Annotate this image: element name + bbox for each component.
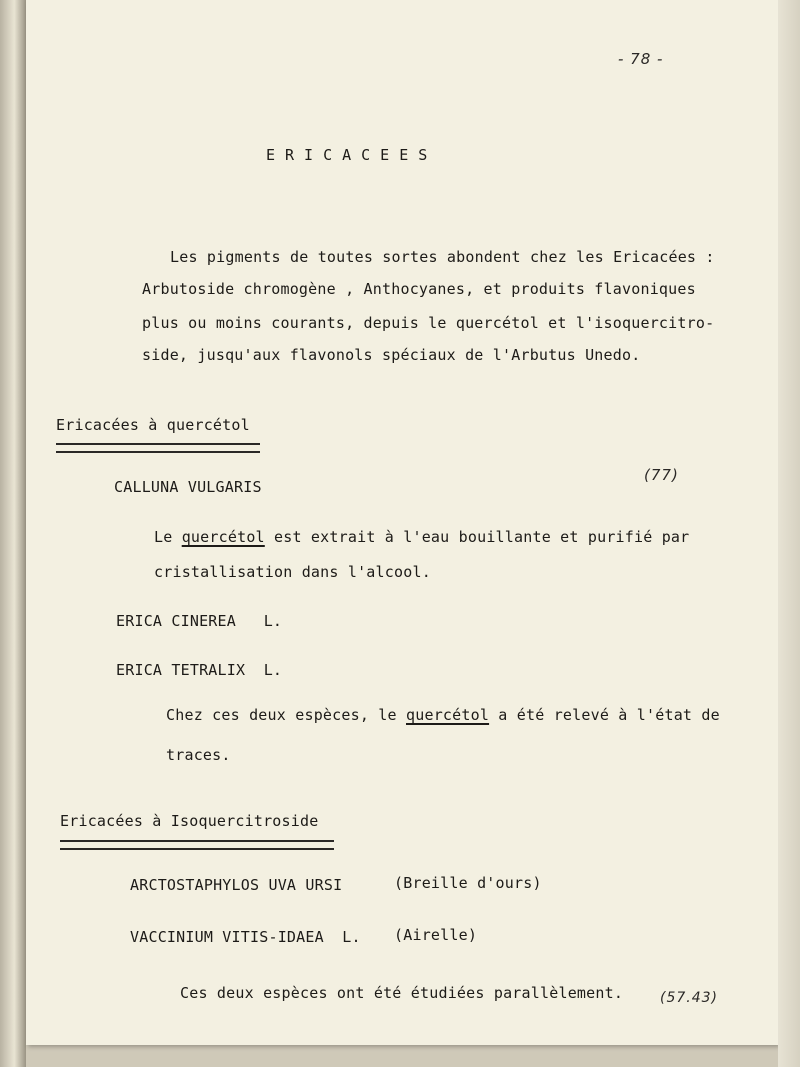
intro-line-2: Arbutoside chromogène , Anthocyanes, et produits flavoniques [142,280,696,298]
species-vaccinium: VACCINIUM VITIS-IDAEA L. [130,928,361,946]
species-calluna-vulgaris: CALLUNA VULGARIS [114,478,262,496]
double-underline [56,443,260,453]
double-underline [60,840,334,850]
body-line: Le quercétol est extrait à l'eau bouillante et purifié par [154,528,690,546]
species-erica-tetralix: ERICA TETRALIX L. [116,661,283,679]
species-arctostaphylos: ARCTOSTAPHYLOS UVA URSI [130,876,343,894]
body-line: Ces deux espèces ont été étudiées parallèlement. [180,984,624,1002]
underlined-term: quercétol [406,706,490,724]
body-line: cristallisation dans l'alcool. [154,563,431,581]
species-erica-cinerea: ERICA CINEREA L. [116,612,283,630]
intro-line-3: plus ou moins courants, depuis le quercétol et l'isoquercitro- [142,314,715,332]
body-line: traces. [166,746,231,764]
reference-number: (57.43) [660,990,719,1006]
common-name: (Breille d'ours) [394,874,542,892]
page-edge [778,0,800,1067]
body-line: Chez ces deux espèces, le quercétol a été relevé à l'état de [166,706,720,724]
underlined-term: quercétol [181,528,265,546]
reference-number: (77) [644,466,679,484]
page-title: ERICACEES [266,146,438,164]
book-binding [0,0,26,1067]
common-name: (Airelle) [394,926,478,944]
section-heading-quercetol: Ericacées à quercétol [56,416,250,434]
intro-line-1: Les pigments de toutes sortes abondent chez les Ericacées : [170,248,715,266]
section-heading-isoquercitroside: Ericacées à Isoquercitroside [60,812,319,830]
intro-line-4: side, jusqu'aux flavonols spéciaux de l'Arbutus Unedo. [142,346,641,364]
page-number: - 78 - [618,50,664,68]
